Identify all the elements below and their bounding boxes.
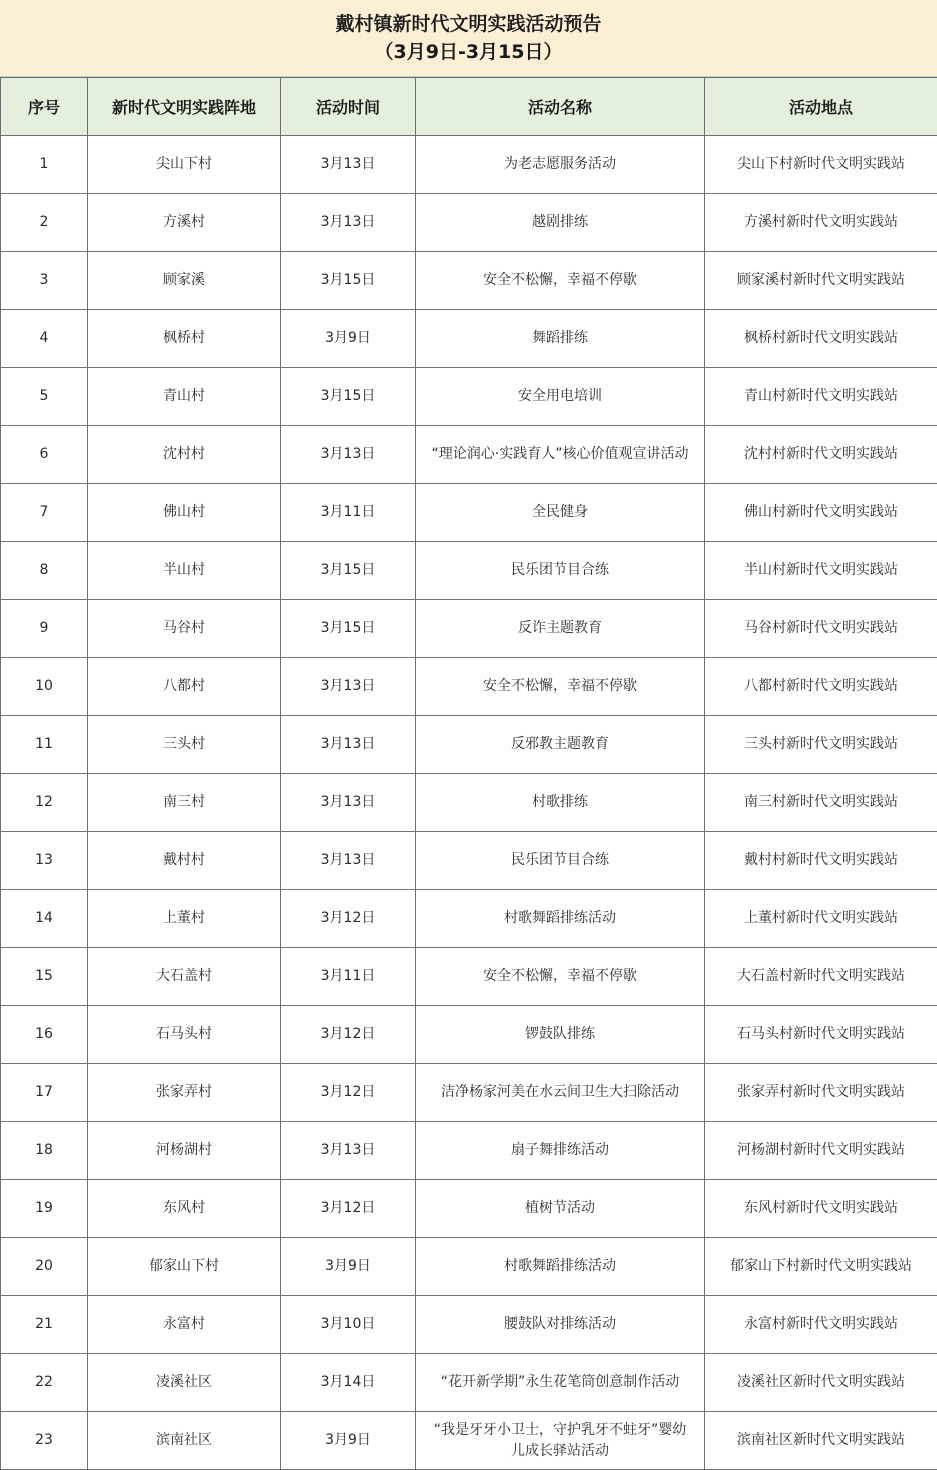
cell-location: 戴村村新时代文明实践站 [705,832,937,890]
cell-no: 9 [1,600,88,658]
table-row [1,252,937,310]
cell-activity: 锣鼓队排练 [416,1006,705,1064]
table-row [1,1064,937,1122]
cell-site: 马谷村 [88,600,281,658]
table-row [1,1238,937,1296]
cell-date: 3月13日 [281,716,416,774]
cell-date: 3月13日 [281,194,416,252]
cell-date: 3月10日 [281,1296,416,1354]
cell-location: 顾家溪村新时代文明实践站 [705,252,937,310]
cell-site: 南三村 [88,774,281,832]
cell-site: 八都村 [88,658,281,716]
cell-no: 1 [1,136,88,194]
cell-activity: 舞蹈排练 [416,310,705,368]
cell-activity: 植树节活动 [416,1180,705,1238]
cell-activity: 越剧排练 [416,194,705,252]
cell-location: 三头村新时代文明实践站 [705,716,937,774]
cell-location: 张家弄村新时代文明实践站 [705,1064,937,1122]
table-row [1,1354,937,1412]
table-header-row [1,78,937,136]
cell-location: 永富村新时代文明实践站 [705,1296,937,1354]
cell-date: 3月13日 [281,136,416,194]
table-row [1,1006,937,1064]
table-row [1,136,937,194]
cell-activity: “理论润心·实践育人”核心价值观宣讲活动 [416,426,705,484]
cell-no: 11 [1,716,88,774]
cell-location: 东风村新时代文明实践站 [705,1180,937,1238]
cell-activity: 安全不松懈，幸福不停歇 [416,658,705,716]
cell-location: 郁家山下村新时代文明实践站 [705,1238,937,1296]
table-row [1,716,937,774]
cell-date: 3月13日 [281,774,416,832]
cell-site: 石马头村 [88,1006,281,1064]
cell-no: 2 [1,194,88,252]
cell-activity: 腰鼓队对排练活动 [416,1296,705,1354]
cell-date: 3月15日 [281,368,416,426]
table-row [1,1412,937,1470]
table-row [1,1296,937,1354]
cell-site: 尖山下村 [88,136,281,194]
cell-location: 尖山下村新时代文明实践站 [705,136,937,194]
cell-no: 21 [1,1296,88,1354]
cell-site: 凌溪社区 [88,1354,281,1412]
cell-location: 枫桥村新时代文明实践站 [705,310,937,368]
cell-site: 青山村 [88,368,281,426]
cell-date: 3月9日 [281,1238,416,1296]
cell-activity: 安全用电培训 [416,368,705,426]
cell-no: 10 [1,658,88,716]
column-header-location: 活动地点 [705,78,937,136]
cell-site: 佛山村 [88,484,281,542]
cell-site: 顾家溪 [88,252,281,310]
page-subtitle: （3月9日-3月15日） [0,38,937,66]
cell-site: 沈村村 [88,426,281,484]
cell-date: 3月15日 [281,600,416,658]
cell-site: 枫桥村 [88,310,281,368]
cell-location: 青山村新时代文明实践站 [705,368,937,426]
cell-no: 16 [1,1006,88,1064]
cell-date: 3月12日 [281,1006,416,1064]
cell-no: 14 [1,890,88,948]
cell-activity: 安全不松懈，幸福不停歇 [416,948,705,1006]
table-row [1,600,937,658]
cell-no: 23 [1,1412,88,1470]
cell-no: 20 [1,1238,88,1296]
cell-activity: “我是牙牙小卫士，守护乳牙不蛀牙”婴幼儿成长驿站活动 [416,1412,705,1470]
cell-site: 河杨湖村 [88,1122,281,1180]
cell-location: 南三村新时代文明实践站 [705,774,937,832]
cell-activity: “花开新学期”永生花笔筒创意制作活动 [416,1354,705,1412]
table-row [1,368,937,426]
page-title: 戴村镇新时代文明实践活动预告 [0,0,937,38]
cell-location: 佛山村新时代文明实践站 [705,484,937,542]
table-row [1,774,937,832]
cell-location: 河杨湖村新时代文明实践站 [705,1122,937,1180]
cell-location: 马谷村新时代文明实践站 [705,600,937,658]
cell-date: 3月12日 [281,1064,416,1122]
cell-date: 3月15日 [281,252,416,310]
table-row [1,194,937,252]
cell-date: 3月13日 [281,1122,416,1180]
cell-no: 22 [1,1354,88,1412]
cell-no: 13 [1,832,88,890]
cell-activity: 洁净杨家河美在水云间卫生大扫除活动 [416,1064,705,1122]
cell-location: 上董村新时代文明实践站 [705,890,937,948]
table-row [1,658,937,716]
cell-site: 永富村 [88,1296,281,1354]
table-row [1,832,937,890]
cell-date: 3月15日 [281,542,416,600]
table-row [1,1122,937,1180]
cell-date: 3月14日 [281,1354,416,1412]
cell-activity: 为老志愿服务活动 [416,136,705,194]
cell-date: 3月11日 [281,484,416,542]
cell-activity: 民乐团节目合练 [416,542,705,600]
cell-site: 大石盖村 [88,948,281,1006]
cell-site: 郁家山下村 [88,1238,281,1296]
table-row [1,948,937,1006]
column-header-date: 活动时间 [281,78,416,136]
table-row [1,426,937,484]
cell-site: 戴村村 [88,832,281,890]
cell-activity: 村歌舞蹈排练活动 [416,1238,705,1296]
activity-table [0,77,937,1470]
cell-location: 沈村村新时代文明实践站 [705,426,937,484]
cell-no: 12 [1,774,88,832]
cell-date: 3月13日 [281,832,416,890]
cell-location: 石马头村新时代文明实践站 [705,1006,937,1064]
column-header-no: 序号 [1,78,88,136]
table-row [1,890,937,948]
cell-location: 滨南社区新时代文明实践站 [705,1412,937,1470]
cell-activity: 全民健身 [416,484,705,542]
cell-no: 19 [1,1180,88,1238]
cell-no: 4 [1,310,88,368]
cell-no: 15 [1,948,88,1006]
cell-activity: 民乐团节目合练 [416,832,705,890]
cell-location: 凌溪社区新时代文明实践站 [705,1354,937,1412]
cell-site: 东风村 [88,1180,281,1238]
table-body [1,136,937,1470]
cell-no: 5 [1,368,88,426]
cell-site: 方溪村 [88,194,281,252]
cell-activity: 反诈主题教育 [416,600,705,658]
cell-date: 3月9日 [281,310,416,368]
title-block [0,0,937,77]
cell-date: 3月9日 [281,1412,416,1470]
column-header-activity: 活动名称 [416,78,705,136]
cell-no: 6 [1,426,88,484]
cell-no: 8 [1,542,88,600]
cell-date: 3月12日 [281,890,416,948]
table-row [1,484,937,542]
cell-location: 大石盖村新时代文明实践站 [705,948,937,1006]
cell-activity: 扇子舞排练活动 [416,1122,705,1180]
table-row [1,310,937,368]
cell-activity: 村歌舞蹈排练活动 [416,890,705,948]
table-row [1,542,937,600]
cell-date: 3月13日 [281,658,416,716]
table-row [1,1180,937,1238]
cell-site: 半山村 [88,542,281,600]
column-header-site: 新时代文明实践阵地 [88,78,281,136]
cell-no: 3 [1,252,88,310]
cell-date: 3月11日 [281,948,416,1006]
cell-no: 18 [1,1122,88,1180]
cell-site: 滨南社区 [88,1412,281,1470]
cell-location: 八都村新时代文明实践站 [705,658,937,716]
cell-no: 17 [1,1064,88,1122]
cell-date: 3月13日 [281,426,416,484]
cell-no: 7 [1,484,88,542]
cell-location: 方溪村新时代文明实践站 [705,194,937,252]
cell-activity: 村歌排练 [416,774,705,832]
cell-date: 3月12日 [281,1180,416,1238]
cell-activity: 反邪教主题教育 [416,716,705,774]
cell-site: 上董村 [88,890,281,948]
cell-activity: 安全不松懈，幸福不停歇 [416,252,705,310]
cell-site: 三头村 [88,716,281,774]
cell-location: 半山村新时代文明实践站 [705,542,937,600]
cell-site: 张家弄村 [88,1064,281,1122]
